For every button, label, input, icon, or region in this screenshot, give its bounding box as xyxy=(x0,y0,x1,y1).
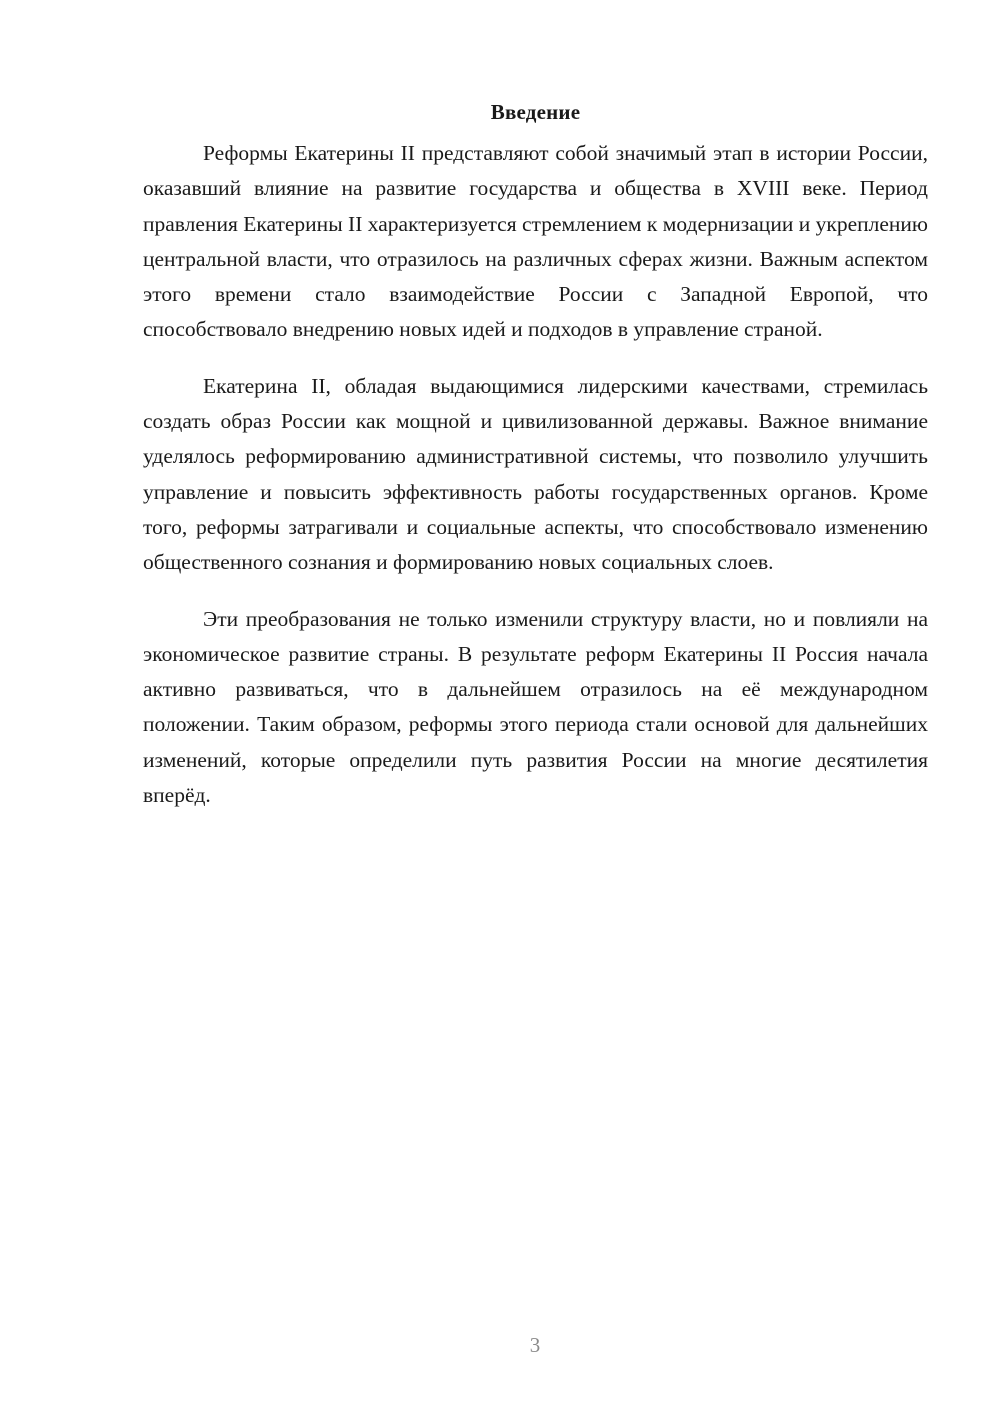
paragraph-3: Эти преобразования не только изменили структуру власти, но и повлияли на экономическое развитие страны. В результате реформ Екатерины II Россия начала активно развиваться, что в дальнейшем отразилось на её международном положении. Таким образом, реформы этого периода стали основой для дальнейших изменений, которые определили путь развития России на многие десятилетия вперёд. xyxy=(143,606,928,808)
document-body xyxy=(143,98,928,834)
paragraph-1: Реформы Екатерины II представляют собой значимый этап в истории России, оказавший влияние на развитие государства и общества в XVIII веке. Период правления Екатерины II характеризуется стремлением к модернизации и укреплению центральной власти, что отразилось на различных сферах жизни. Важным аспектом этого времени стало взаимодействие России с Западной Европой, что способствовало внедрению новых идей и подходов в управление страной. xyxy=(143,141,928,342)
paragraph-2: Екатерина II, обладая выдающимися лидерскими качествами, стремилась создать образ России как мощной и цивилизованной державы. Важное внимание уделялось реформированию административной системы, что позволило улучшить управление и повысить эффективность работы государственных органов. Кроме того, реформы затрагивали и социальные аспекты, что способствовало изменению общественного сознания и формированию новых социальных слоев. xyxy=(143,373,928,575)
section-title: Введение xyxy=(490,100,581,124)
page-number: 3 xyxy=(529,1333,541,1357)
